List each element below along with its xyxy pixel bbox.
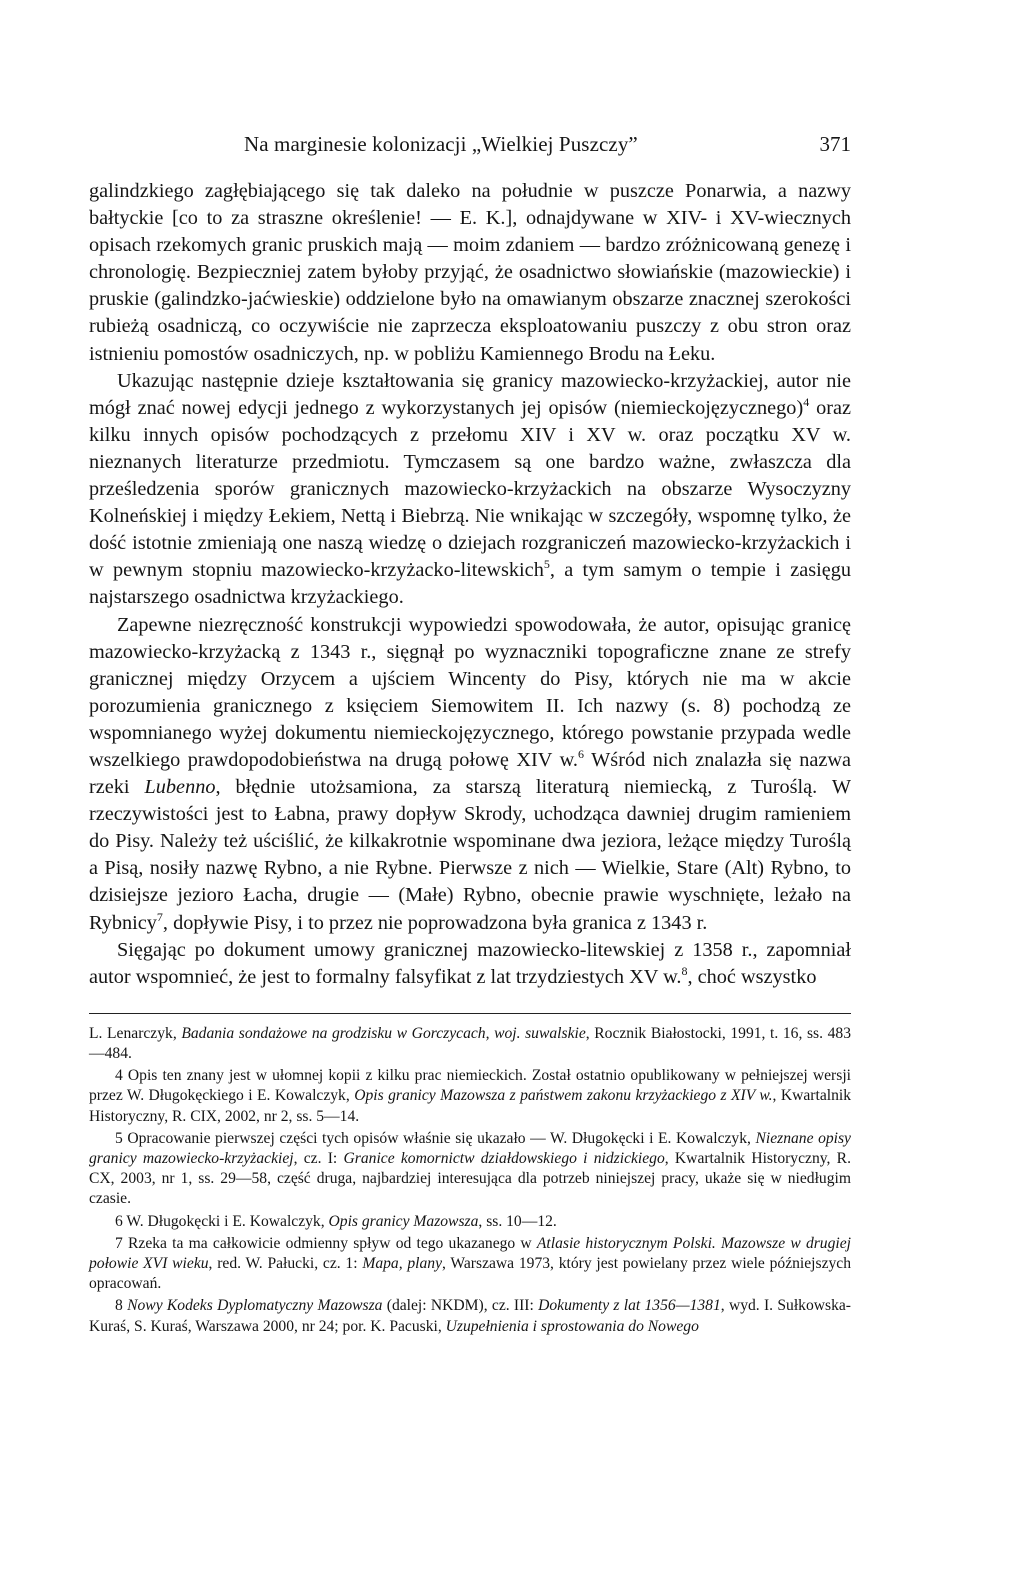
- document-page: [89, 130, 851, 1339]
- footnote-6-title: Opis granicy Mazowsza: [328, 1212, 479, 1230]
- footnote-8-title: Nowy Kodeks Dyplomatyczny Mazowsza: [127, 1297, 383, 1315]
- paragraph-1-text: galindzkiego zagłębiającego się tak daleko na południe w puszcze Ponarwia, a nazwy bałtyckie [co to za straszne określenie! — E. K.], odnajdywane w XIV- i XV-wiecznych opisach rzekomych granic pruskich mają — moim zdaniem — bardzo zróżnicowaną genezę i chronologię. Bezpieczniej zatem byłoby przyjąć, że osadnictwo słowiańskie (mazowieckie) i pruskie (galindzko-jaćwieskie) oddzielone było na omawianym obszarze znacznej szerokości rubieżą osadniczą, co oczywiście nie zaprzecza eksploatowaniu puszczy z obu stron oraz istnieniu pomostów osadniczych, np. w pobliżu Kamiennego Brodu na Łeku.: [89, 180, 851, 365]
- paragraph-2-text-b: oraz kilku innych opisów pochodzących z przełomu XIV i XV w. oraz początku XV w. nieznanych literaturze przedmiotu. Tymczasem są one bardzo ważne, zwłaszcza dla prześledzenia sporów granicznych mazowiecko-krzyżackich na obszarze Wysoczyzny Kolneńskiej i między Łekiem, Nettą i Biebrzą. Nie wnikając w szczegóły, wspomnę tylko, że dość istotnie zmieniają one naszą wiedzę o dziejach rozgraniczeń mazowiecko-krzyżackich i w pewnym stopniu mazowiecko-krzyżacko-litewskich: [89, 396, 851, 582]
- footnote-ref-8: 8: [681, 963, 688, 978]
- footnote-5-text-a: 5 Opracowanie pierwszej części tych opisów właśnie się ukazało — W. Długokęcki i E. Kowalczyk,: [115, 1129, 756, 1147]
- paragraph-3-text-a: Zapewne niezręczność konstrukcji wypowiedzi spowodowała, że autor, opisując granicę mazowiecko-krzyżacką z 1343 r., sięgnął po wyznaczniki topograficzne znane ze strefy granicznej między Orzycem a ujściem Wincenty do Pisy, których nie ma w akcie porozumienia granicznego z księciem Siemowitem II. Ich nazwy (s. 8) pochodzą ze wspomnianego wyżej dokumentu niemieckojęzycznego, którego powstanie przypada wedle wszelkiego prawdopodobieństwa na drugą połowę XIV w.: [89, 613, 851, 771]
- footnote-divider: [89, 1013, 851, 1014]
- footnote-4-text-b: , Kwartalnik Historyczny, R. CIX, 2002, nr 2, ss. 5—14.: [89, 1087, 851, 1125]
- footnote-4: [89, 1066, 851, 1127]
- footnote-3: [89, 1024, 851, 1064]
- paragraph-3-text-b: Wśród nich znalazła się nazwa rzeki: [89, 748, 852, 799]
- paragraph-2-text-c: , a tym samym o tempie i zasięgu najstarszego osadnictwa krzyżackiego.: [89, 559, 852, 609]
- footnote-8: [89, 1296, 851, 1336]
- footnote-3-text-a: L. Lenarczyk,: [89, 1024, 182, 1042]
- footnote-7-text-c: , Warszawa 1973, który jest powielany przez wiele późniejszych opracowań.: [89, 1255, 852, 1293]
- footnote-3-title: Badania sondażowe na grodzisku w Gorczycach, woj. suwalskie: [181, 1024, 586, 1042]
- footnote-8-subtitle: Dokumenty z lat 1356—1381: [538, 1297, 721, 1315]
- paragraph-2-text-a: Ukazując następnie dzieje kształtowania się granicy mazowiecko-krzyżackiej, autor nie mógł znać nowej edycji jednego z wykorzystanych jej opisów (niemieckojęzycznego): [89, 369, 851, 419]
- footnote-5-subtitle: Granice komornictw działdowskiego i nidzickiego: [343, 1150, 665, 1168]
- footnote-7-text-a: 7 Rzeka ta ma całkowicie odmienny spływ od tego ukazanego w: [115, 1234, 537, 1252]
- footnote-7-text-b: , red. W. Pałucki, cz. 1:: [208, 1255, 363, 1273]
- footnote-5: [89, 1129, 851, 1210]
- footnote-5-title: Nieznane opisy granicy mazowiecko-krzyżackiej: [89, 1129, 851, 1168]
- footnote-5-text-c: , Kwartalnik Historyczny, R. CX, 2003, nr 1, ss. 29—58, część druga, najbardziej interesująca dla potrzeb niniejszej pracy, ukaże się w niedługim czasie.: [89, 1150, 851, 1208]
- footnote-8-text-c: , wyd. I. Sułkowska-Kuraś, S. Kuraś, Warszawa 2000, nr 24; por. K. Pacuski,: [89, 1297, 851, 1335]
- footnote-ref-6: 6: [578, 746, 584, 761]
- footnote-4-text-a: 4 Opis ten znany jest w ułomnej kopii z kilku prac niemieckich. Został ostatnio opublikowany w pełniejszej wersji przez W. Długokęckiego i E. Kowalczyk,: [89, 1067, 851, 1105]
- river-name-italic: Lubenno: [144, 776, 216, 799]
- paragraph-3-text-c: , błędnie utożsamiona, za starszą literaturą niemiecką, z Turoślą. W rzeczywistości jest to Łabna, prawy dopływ Skrody, uchodząca dawniej drugim ramieniem do Pisy. Należy też uściślić, że kilkakrotnie wspominane dwa jeziora, leżące między Turoślą a Pisą, nosiły nazwę Rybno, a nie Rybne. Pierwsze z nich — Wielkie, Stare (Alt) Rybno, to dzisiejsze jezioro Łacha, drugie — (Małe) Rybno, obecnie prawie wyschnięte, leżało na Rybnicy: [89, 776, 851, 934]
- paragraph-2: [89, 368, 851, 612]
- page-number: 371: [819, 132, 851, 156]
- running-head: [89, 130, 851, 164]
- footnote-ref-7: 7: [156, 909, 163, 924]
- paragraph-4: [89, 937, 851, 991]
- paragraph-4-text-a: Sięgając po dokument umowy granicznej mazowiecko-litewskiej z 1358 r., zapomniał autor wspomnieć, że jest to formalny falsyfikat z lat trzydziestych XV w.: [89, 938, 851, 988]
- paragraph-4-text-b: , choć wszystko: [687, 965, 817, 988]
- footnote-3-text-b: , Rocznik Białostocki, 1991, t. 16, ss. 483—484.: [89, 1024, 851, 1063]
- footnote-7-subtitle: Mapa, plany: [362, 1255, 443, 1273]
- footnote-6: [89, 1212, 851, 1232]
- footnotes: [89, 1024, 851, 1337]
- running-title: Na marginesie kolonizacji „Wielkiej Puszczy”: [244, 132, 638, 156]
- footnote-7-title: Atlasie historycznym Polski. Mazowsze w drugiej połowie XVI wieku: [89, 1234, 851, 1273]
- footnote-8-text-a: 8: [115, 1297, 128, 1315]
- footnote-8-text-b: (dalej: NKDM), cz. III:: [382, 1297, 539, 1315]
- body-text: [89, 178, 851, 991]
- footnote-4-title: Opis granicy Mazowsza z państwem zakonu krzyżackiego z XIV w.: [354, 1087, 773, 1105]
- footnote-ref-5: 5: [543, 557, 550, 572]
- footnote-6-text-b: , ss. 10—12.: [478, 1212, 557, 1230]
- paragraph-3: [89, 612, 851, 937]
- paragraph-1: [89, 178, 851, 368]
- footnote-7: [89, 1234, 851, 1295]
- footnote-5-text-b: , cz. I:: [293, 1150, 344, 1168]
- footnote-ref-4: 4: [803, 394, 810, 409]
- footnote-6-text-a: 6 W. Długokęcki i E. Kowalczyk,: [115, 1212, 329, 1230]
- paragraph-3-text-d: , dopływie Pisy, i to przez nie poprowadzona była granica z 1343 r.: [162, 911, 708, 934]
- footnote-8-title-2: Uzupełnienia i sprostowania do Nowego: [445, 1317, 699, 1335]
